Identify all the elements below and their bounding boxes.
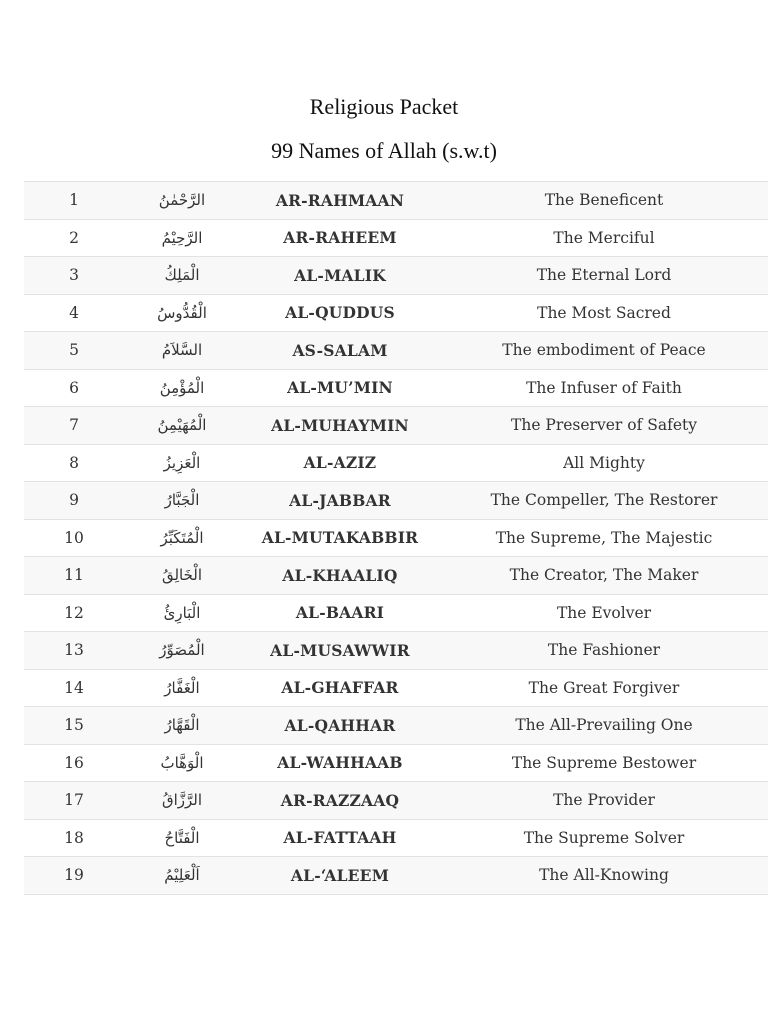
name-meaning: The Evolver bbox=[556, 603, 652, 622]
name-arabic: الرَّحِيْمُ bbox=[161, 228, 203, 247]
name-arabic: الرَّحْمٰنُ bbox=[158, 191, 206, 210]
table-row bbox=[24, 257, 768, 295]
names-table bbox=[24, 181, 768, 895]
name-number: 15 bbox=[64, 716, 84, 735]
table-row bbox=[24, 482, 768, 520]
name-number: 16 bbox=[64, 753, 84, 772]
name-meaning: The Eternal Lord bbox=[536, 266, 672, 285]
name-number: 1 bbox=[69, 191, 79, 210]
name-arabic: اَلْعَلِيْمُ bbox=[164, 866, 200, 885]
name-number: 6 bbox=[69, 378, 79, 397]
table-row bbox=[24, 295, 768, 333]
name-number: 2 bbox=[69, 228, 79, 247]
name-number: 7 bbox=[69, 416, 79, 435]
name-arabic: الْمَلِكُ bbox=[164, 266, 200, 285]
name-arabic: الرَّزَّاقُ bbox=[161, 791, 203, 810]
name-meaning: The Beneficent bbox=[544, 191, 664, 210]
name-number: 13 bbox=[64, 641, 84, 660]
name-meaning: The Merciful bbox=[553, 228, 655, 247]
name-transliteration: AL-BAARI bbox=[295, 603, 385, 623]
table-row bbox=[24, 707, 768, 745]
name-arabic: الْقُدُّوسُ bbox=[157, 303, 207, 322]
name-meaning: The All-Prevailing One bbox=[515, 716, 693, 735]
table-row bbox=[24, 520, 768, 558]
name-transliteration: AL-‘ALEEM bbox=[290, 865, 390, 885]
table-row bbox=[24, 407, 768, 445]
name-number: 10 bbox=[64, 528, 84, 547]
name-number: 8 bbox=[69, 453, 79, 472]
name-arabic: الْجَبَّارُ bbox=[164, 491, 200, 510]
name-number: 11 bbox=[64, 566, 84, 585]
table-row bbox=[24, 370, 768, 408]
name-transliteration: AL-QUDDUS bbox=[285, 303, 395, 323]
table-row bbox=[24, 445, 768, 483]
name-meaning: The Provider bbox=[553, 791, 655, 810]
name-number: 19 bbox=[64, 866, 84, 885]
name-meaning: The Great Forgiver bbox=[528, 678, 680, 697]
table-row bbox=[24, 820, 768, 858]
name-number: 5 bbox=[69, 341, 79, 360]
name-transliteration: AL-MUHAYMIN bbox=[271, 415, 409, 435]
name-transliteration: AL-GHAFFAR bbox=[281, 678, 399, 698]
table-row bbox=[24, 632, 768, 670]
name-meaning: The Supreme Bestower bbox=[511, 753, 697, 772]
name-arabic: الْمُصَوِّرُ bbox=[159, 641, 205, 660]
name-transliteration: AL-WAHHAAB bbox=[277, 753, 403, 773]
name-meaning: The Compeller, The Restorer bbox=[490, 491, 718, 510]
name-meaning: The Most Sacred bbox=[537, 303, 671, 322]
name-meaning: The Fashioner bbox=[547, 641, 661, 660]
name-meaning: The Creator, The Maker bbox=[509, 566, 699, 585]
name-transliteration: AL-MALIK bbox=[294, 265, 386, 285]
name-meaning: The embodiment of Peace bbox=[502, 341, 706, 360]
name-transliteration: AL-AZIZ bbox=[303, 453, 377, 473]
table-row bbox=[24, 332, 768, 370]
table-row bbox=[24, 595, 768, 633]
name-number: 14 bbox=[64, 678, 84, 697]
table-row bbox=[24, 220, 768, 258]
name-transliteration: AL-JABBAR bbox=[289, 490, 391, 510]
name-transliteration: AL-QAHHAR bbox=[284, 715, 396, 735]
name-transliteration: AL-MU’MIN bbox=[287, 378, 393, 398]
table-row bbox=[24, 745, 768, 783]
name-arabic: السَّلاَمُ bbox=[161, 341, 203, 360]
name-transliteration: AL-MUSAWWIR bbox=[270, 640, 410, 660]
name-number: 3 bbox=[69, 266, 79, 285]
name-transliteration: AR-RAHMAAN bbox=[275, 190, 405, 210]
name-arabic: الْفَتَّاحُ bbox=[164, 828, 200, 847]
name-number: 9 bbox=[69, 491, 79, 510]
name-arabic: الْوَهَّابُ bbox=[160, 753, 204, 772]
name-arabic: الْمُتَكَبِّرُ bbox=[160, 528, 204, 547]
name-transliteration: AL-KHAALIQ bbox=[282, 565, 398, 585]
name-number: 17 bbox=[64, 791, 84, 810]
table-row bbox=[24, 857, 768, 895]
name-arabic: الْعَزِيزُ bbox=[163, 453, 201, 472]
name-meaning: The Preserver of Safety bbox=[511, 416, 697, 435]
name-meaning: The All-Knowing bbox=[539, 866, 669, 885]
name-transliteration: AL-MUTAKABBIR bbox=[261, 528, 419, 548]
name-transliteration: AR-RAHEEM bbox=[283, 228, 397, 248]
name-arabic: الْقَهَّارُ bbox=[164, 716, 200, 735]
table-row bbox=[24, 557, 768, 595]
name-meaning: The Supreme Solver bbox=[523, 828, 685, 847]
page-title: Religious Packet bbox=[309, 94, 459, 119]
name-transliteration: AL-FATTAAH bbox=[283, 828, 397, 848]
name-meaning: All Mighty bbox=[563, 453, 645, 472]
name-number: 4 bbox=[69, 303, 79, 322]
name-arabic: الْبَارِئُ bbox=[163, 603, 201, 622]
name-arabic: الْخَالِقُ bbox=[161, 566, 203, 585]
page-subtitle: 99 Names of Allah (s.w.t) bbox=[271, 138, 497, 163]
table-row bbox=[24, 670, 768, 708]
name-number: 12 bbox=[64, 603, 84, 622]
table-row bbox=[24, 182, 768, 220]
name-transliteration: AR-RAZZAAQ bbox=[280, 790, 400, 810]
name-arabic: الْمُهَيْمِنُ bbox=[157, 416, 207, 435]
name-number: 18 bbox=[64, 828, 84, 847]
name-arabic: الْغَفَّارُ bbox=[164, 678, 200, 697]
name-meaning: The Infuser of Faith bbox=[526, 378, 682, 397]
table-row bbox=[24, 782, 768, 820]
name-transliteration: AS-SALAM bbox=[292, 340, 388, 360]
name-meaning: The Supreme, The Majestic bbox=[495, 528, 713, 547]
name-arabic: الْمُؤْمِنُ bbox=[159, 378, 205, 397]
